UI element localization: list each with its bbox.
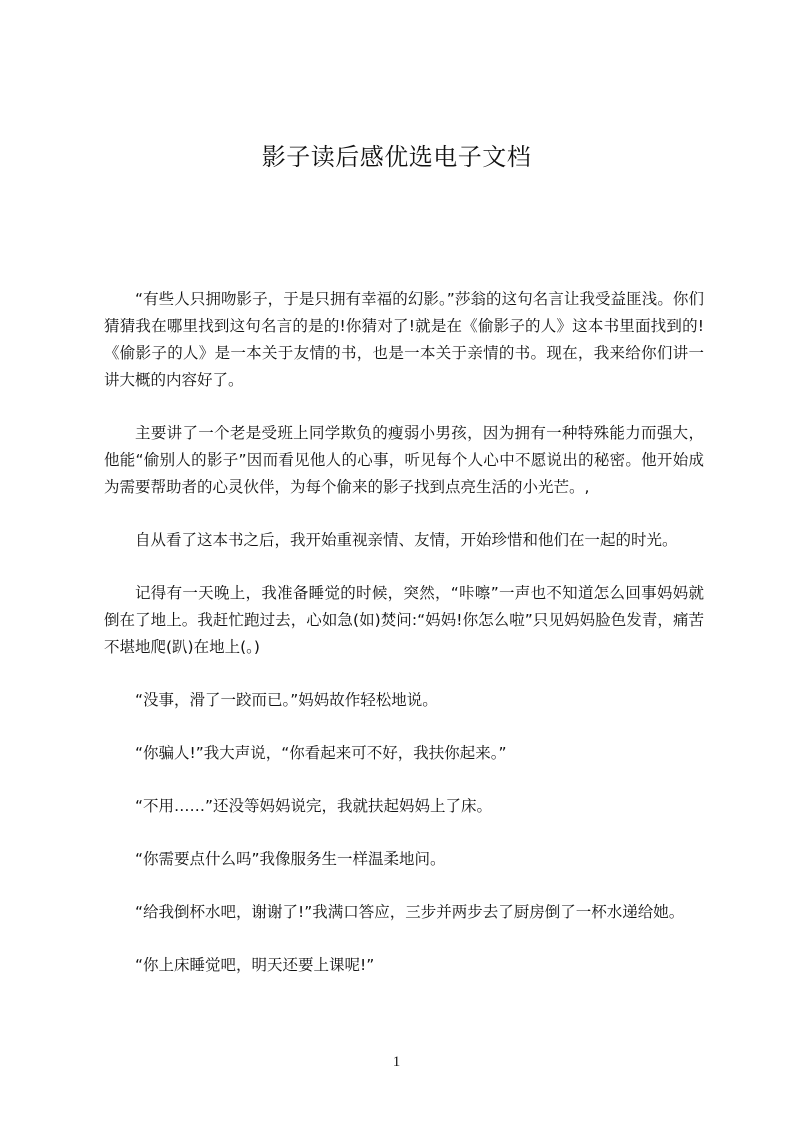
paragraph: “不用……”还没等妈妈说完，我就扶起妈妈上了床。 xyxy=(135,797,493,815)
paragraph: 主要讲了一个老是受班上同学欺负的瘦弱小男孩，因为拥有一种特殊能力而强大，他能“偷别人的影子”因而看见他人的心事，听见每个人心中不愿说出的秘密。他开始成为需要帮助者的心灵伙伴，为每个偷来的影子找到点亮生活的小光芒。, xyxy=(104,424,704,496)
paragraph: 自从看了这本书之后，我开始重视亲情、友情，开始珍惜和他们在一起的时光。 xyxy=(135,531,678,549)
paragraph: “你需要点什么吗”我像服务生一样温柔地问。 xyxy=(135,850,446,868)
paragraph: “没事，滑了一跤而已。”妈妈故作轻松地说。 xyxy=(135,691,438,709)
paragraph: “有些人只拥吻影子，于是只拥有幸福的幻影。”莎翁的这句名言让我受益匪浅。你们猜猜我在哪里找到这句名言的是的!你猜对了!就是在《偷影子的人》这本书里面找到的!《偷影子的人》是一本关于友情的书，也是一本关于亲情的书。现在，我来给你们讲一讲大概的内容好了。 xyxy=(104,290,704,389)
paragraph: “你上床睡觉吧，明天还要上课呢!” xyxy=(135,956,375,974)
page-number: 1 xyxy=(392,1054,401,1070)
paragraph: “给我倒杯水吧，谢谢了!”我满口答应，三步并两步去了厨房倒了一杯水递给她。 xyxy=(135,903,685,921)
page-title: 影子读后感优选电子文档 xyxy=(261,143,532,171)
paragraph: 记得有一天晚上，我准备睡觉的时候，突然，“咔嚓”一声也不知道怎么回事妈妈就倒在了地上。我赶忙跑过去，心如急(如)焚问:“妈妈!你怎么啦”只见妈妈脸色发青，痛苦不堪地爬(趴)在地上(。) xyxy=(104,584,704,656)
paragraph: “你骗人!”我大声说，“你看起来可不好，我扶你起来。” xyxy=(135,744,507,762)
document-body xyxy=(104,286,704,1005)
